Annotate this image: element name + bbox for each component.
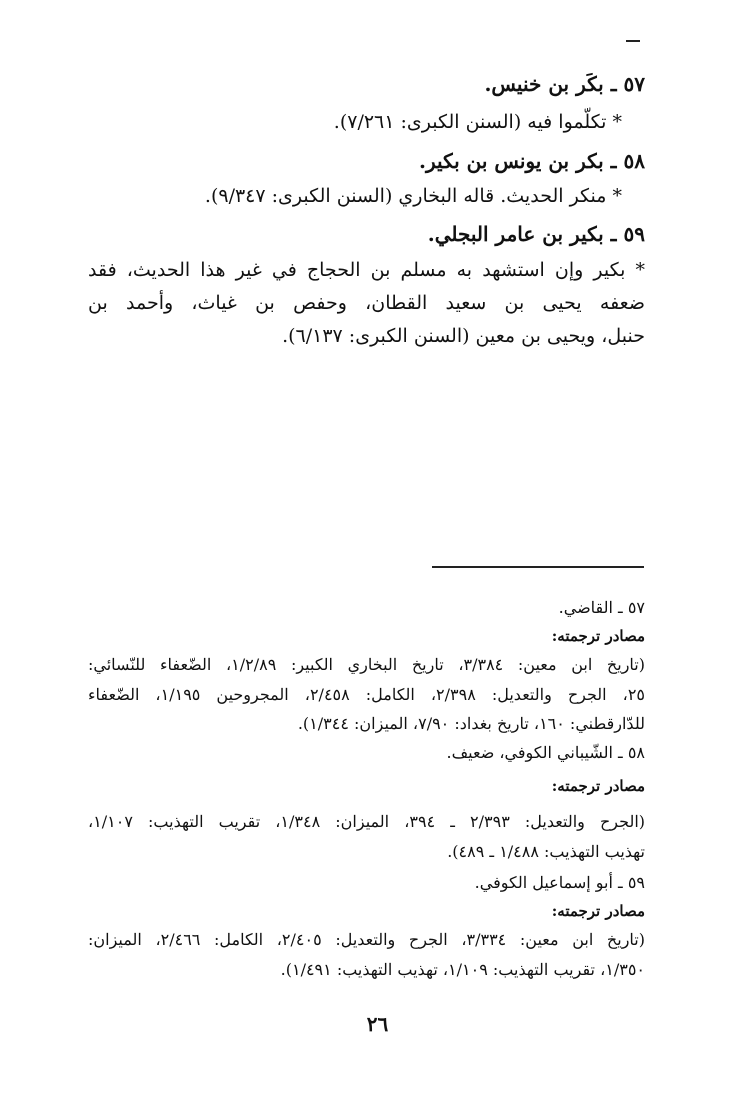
entry-59-text-line-1: * بكير وإن استشهد به مسلم بن الحجاج في غير هذا الحديث، فقد xyxy=(88,259,645,281)
entry-58-heading: ٥٨ ـ بكر بن يونس بن بكير. xyxy=(419,149,645,173)
top-margin-mark xyxy=(626,40,640,42)
footnote-57-line-3: للدّارقطني: ١٦٠، تاريخ بغداد: ٧/٩٠، الميزان: ١/٣٤٤). xyxy=(297,714,645,733)
footnote-57-heading: ٥٧ ـ القاضي. xyxy=(558,598,645,617)
footnote-59-heading: ٥٩ ـ أبو إسماعيل الكوفي. xyxy=(474,873,645,892)
entry-59-text-line-2: ضعفه يحيى بن سعيد القطان، وحفص بن غياث، وأحمد بن xyxy=(88,292,645,314)
entry-59-heading: ٥٩ ـ بكير بن عامر البجلي. xyxy=(427,222,645,246)
footnote-divider xyxy=(432,566,644,568)
footnote-58-sources-label: مصادر ترجمته: xyxy=(551,777,645,795)
footnote-59-sources-label: مصادر ترجمته: xyxy=(551,902,645,920)
page-number: ٢٦ xyxy=(366,1012,389,1036)
footnote-57-sources-label: مصادر ترجمته: xyxy=(551,627,645,645)
entry-57-text: * تكلّموا فيه (السنن الكبرى: ٧/٢٦١). xyxy=(333,111,622,133)
entry-57-heading: ٥٧ ـ بكَر بن خنيس. xyxy=(484,72,645,96)
entry-58-text: * منكر الحديث. قاله البخاري (السنن الكبرى: ٩/٣٤٧). xyxy=(204,185,622,207)
footnote-58-line-2: تهذيب التهذيب: ١/٤٨٨ ـ ٤٨٩). xyxy=(447,842,645,861)
footnote-57-line-2: ٢٥، الجرح والتعديل: ٢/٣٩٨، الكامل: ٢/٤٥٨، المجروحين ١/١٩٥، الضّعفاء xyxy=(88,685,646,704)
entry-59-text-line-3: حنبل، ويحيى بن معين (السنن الكبرى: ٦/١٣٧). xyxy=(282,325,645,347)
footnote-59-line-2: ١/٣٥٠، تقريب التهذيب: ١/١٠٩، تهذيب التهذيب: ١/٤٩١). xyxy=(280,960,645,979)
footnote-59-line-1: (تاريخ ابن معين: ٣/٣٣٤، الجرح والتعديل: ٢/٤٠٥، الكامل: ٢/٤٦٦، الميزان: xyxy=(88,930,645,949)
footnote-57-line-1: (تاريخ ابن معين: ٣/٣٨٤، تاريخ البخاري الكبير: ١/٢/٨٩، الضّعفاء للنّسائي: xyxy=(88,655,646,674)
footnote-58-heading: ٥٨ ـ الشّيباني الكوفي، ضعيف. xyxy=(446,743,645,762)
footnote-58-line-1: (الجرح والتعديل: ٢/٣٩٣ ـ ٣٩٤، الميزان: ١/٣٤٨، تقريب التهذيب: ١/١٠٧، xyxy=(88,812,646,831)
